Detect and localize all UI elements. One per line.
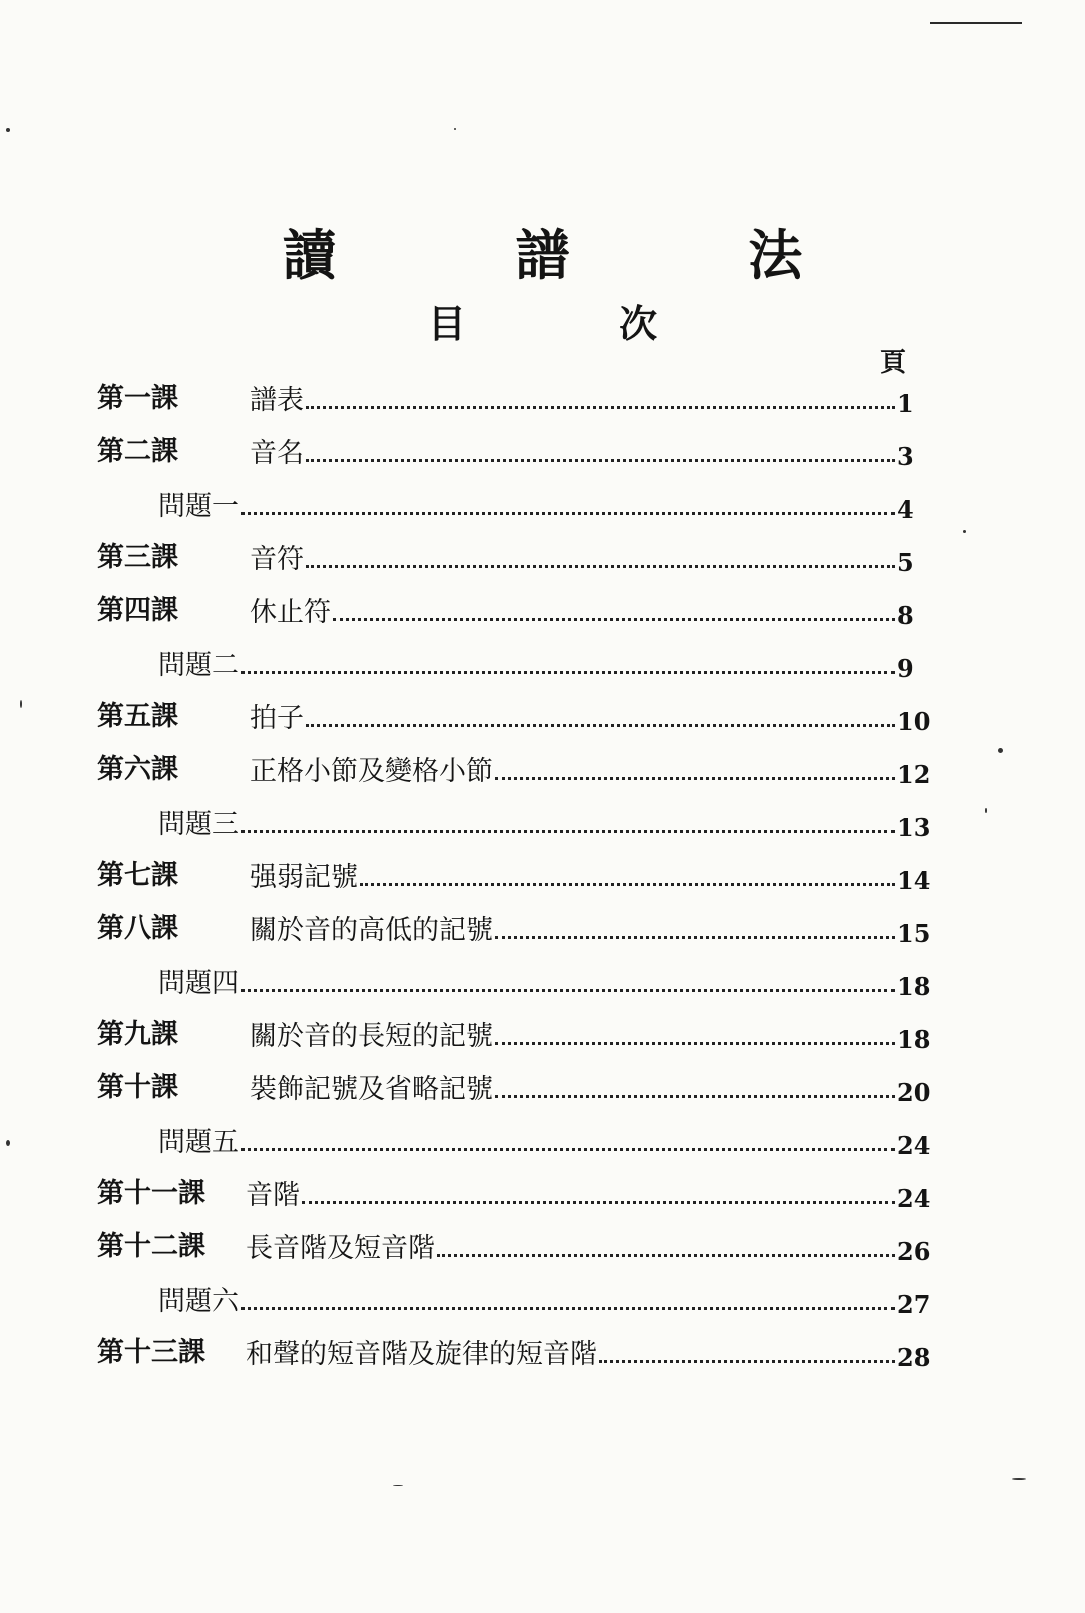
toc-row xyxy=(0,1328,1085,1374)
toc-entry xyxy=(250,387,895,414)
toc-dot-leader xyxy=(495,777,895,780)
scan-speck xyxy=(6,128,10,132)
toc-entry-title: 音符 xyxy=(250,544,304,575)
toc-entry xyxy=(250,917,895,944)
toc-lesson-number: 第六課 xyxy=(97,754,178,785)
toc-entry-title: 和聲的短音階及旋律的短音階 xyxy=(246,1339,597,1370)
toc-entry-title: 拍子 xyxy=(250,703,304,734)
toc-row xyxy=(0,957,1085,1003)
toc-entry xyxy=(246,1341,895,1368)
toc-entry-title: 問題四 xyxy=(158,968,239,999)
toc-dot-leader xyxy=(306,459,895,462)
toc-page-number: 10 xyxy=(897,707,931,736)
toc-entry xyxy=(158,1288,895,1315)
book-title: 讀 譜 法 xyxy=(282,223,883,287)
toc-entry xyxy=(250,758,895,785)
toc-row xyxy=(0,904,1085,950)
toc-entry-title: 裝飾記號及省略記號 xyxy=(250,1074,493,1105)
toc-entry xyxy=(250,864,895,891)
toc-page-number: 26 xyxy=(897,1237,931,1266)
toc-lesson-number: 第二課 xyxy=(97,436,178,467)
toc-row xyxy=(0,798,1085,844)
toc-lesson-number: 第五課 xyxy=(97,701,178,732)
toc-lesson-number: 第十二課 xyxy=(97,1231,205,1262)
toc-entry-title: 關於音的長短的記號 xyxy=(250,1021,493,1052)
toc-entry-title: 長音階及短音階 xyxy=(246,1233,435,1264)
scan-speck xyxy=(393,1485,403,1486)
toc-entry-title: 譜表 xyxy=(250,385,304,416)
toc-dot-leader xyxy=(495,936,895,939)
toc-entry-title: 問題二 xyxy=(158,650,239,681)
toc-entry xyxy=(246,1235,895,1262)
toc-dot-leader xyxy=(241,989,895,992)
toc-page-number: 18 xyxy=(897,972,931,1001)
toc-page-number: 24 xyxy=(897,1131,931,1160)
toc-dot-leader xyxy=(306,724,895,727)
toc-entry-title: 問題五 xyxy=(158,1127,239,1158)
toc-lesson-number: 第九課 xyxy=(97,1019,178,1050)
scan-speck xyxy=(454,128,456,130)
toc-row xyxy=(0,1169,1085,1215)
toc-entry xyxy=(250,599,895,626)
toc-lesson-number: 第三課 xyxy=(97,542,178,573)
toc-entry-title: 問題一 xyxy=(158,491,239,522)
toc-entry xyxy=(250,546,895,573)
toc-page-number: 3 xyxy=(897,442,914,471)
toc-entry-title: 正格小節及變格小節 xyxy=(250,756,493,787)
toc-row xyxy=(0,480,1085,526)
toc-lesson-number: 第四課 xyxy=(97,595,178,626)
toc-entry xyxy=(158,652,895,679)
table-of-contents-heading: 目 次 xyxy=(427,301,728,346)
toc-page-number: 18 xyxy=(897,1025,931,1054)
toc-entry-title: 音階 xyxy=(246,1180,300,1211)
toc-entry-title: 音名 xyxy=(250,438,304,469)
page-column-header: 頁 xyxy=(880,348,907,378)
toc-entry xyxy=(250,705,895,732)
toc-row xyxy=(0,639,1085,685)
toc-entry xyxy=(158,970,895,997)
toc-page-number: 13 xyxy=(897,813,931,842)
toc-dot-leader xyxy=(241,1307,895,1310)
toc-lesson-number: 第十一課 xyxy=(97,1178,205,1209)
toc-dot-leader xyxy=(241,1148,895,1151)
scan-speck xyxy=(1012,1478,1026,1480)
toc-row xyxy=(0,427,1085,473)
toc-row xyxy=(0,533,1085,579)
toc-dot-leader xyxy=(306,565,895,568)
toc-page-number: 20 xyxy=(897,1078,931,1107)
toc-entry-title: 强弱記號 xyxy=(250,862,358,893)
toc-row xyxy=(0,1063,1085,1109)
scan-edge-line xyxy=(930,22,1022,24)
toc-row xyxy=(0,745,1085,791)
toc-lesson-number: 第七課 xyxy=(97,860,178,891)
toc-lesson-number: 第八課 xyxy=(97,913,178,944)
toc-entry xyxy=(158,493,895,520)
toc-lesson-number: 第十三課 xyxy=(97,1337,205,1368)
toc-dot-leader xyxy=(495,1042,895,1045)
toc-page-number: 4 xyxy=(897,495,914,524)
toc-dot-leader xyxy=(302,1201,895,1204)
toc-page-number: 5 xyxy=(897,548,914,577)
toc-entry xyxy=(250,1076,895,1103)
toc-dot-leader xyxy=(437,1254,895,1257)
toc-entry xyxy=(250,1023,895,1050)
toc-dot-leader xyxy=(241,671,895,674)
toc-row xyxy=(0,374,1085,420)
toc-entry-title: 問題三 xyxy=(158,809,239,840)
toc-dot-leader xyxy=(360,883,895,886)
toc-page-number: 8 xyxy=(897,601,914,630)
toc-page-number: 28 xyxy=(897,1343,931,1372)
toc-page-number: 12 xyxy=(897,760,931,789)
toc-dot-leader xyxy=(599,1360,895,1363)
toc-dot-leader xyxy=(241,830,895,833)
toc-entry-title: 休止符 xyxy=(250,597,331,628)
toc-row xyxy=(0,692,1085,738)
toc-row xyxy=(0,1222,1085,1268)
toc-page-number: 15 xyxy=(897,919,931,948)
toc-dot-leader xyxy=(333,618,895,621)
toc-dot-leader xyxy=(241,512,895,515)
toc-entry xyxy=(158,1129,895,1156)
toc-entry xyxy=(158,811,895,838)
toc-row xyxy=(0,1275,1085,1321)
toc-entry xyxy=(246,1182,895,1209)
toc-entry-title: 關於音的高低的記號 xyxy=(250,915,493,946)
toc-row xyxy=(0,586,1085,632)
toc-dot-leader xyxy=(495,1095,895,1098)
toc-row xyxy=(0,851,1085,897)
toc-dot-leader xyxy=(306,406,895,409)
toc-page-number: 9 xyxy=(897,654,914,683)
toc-page-number: 1 xyxy=(897,389,914,418)
toc-entry xyxy=(250,440,895,467)
toc-page-number: 14 xyxy=(897,866,931,895)
toc-entry-title: 問題六 xyxy=(158,1286,239,1317)
toc-page-number: 27 xyxy=(897,1290,931,1319)
toc-row xyxy=(0,1010,1085,1056)
toc-row xyxy=(0,1116,1085,1162)
toc-lesson-number: 第一課 xyxy=(97,383,178,414)
toc-lesson-number: 第十課 xyxy=(97,1072,178,1103)
toc-page-number: 24 xyxy=(897,1184,931,1213)
